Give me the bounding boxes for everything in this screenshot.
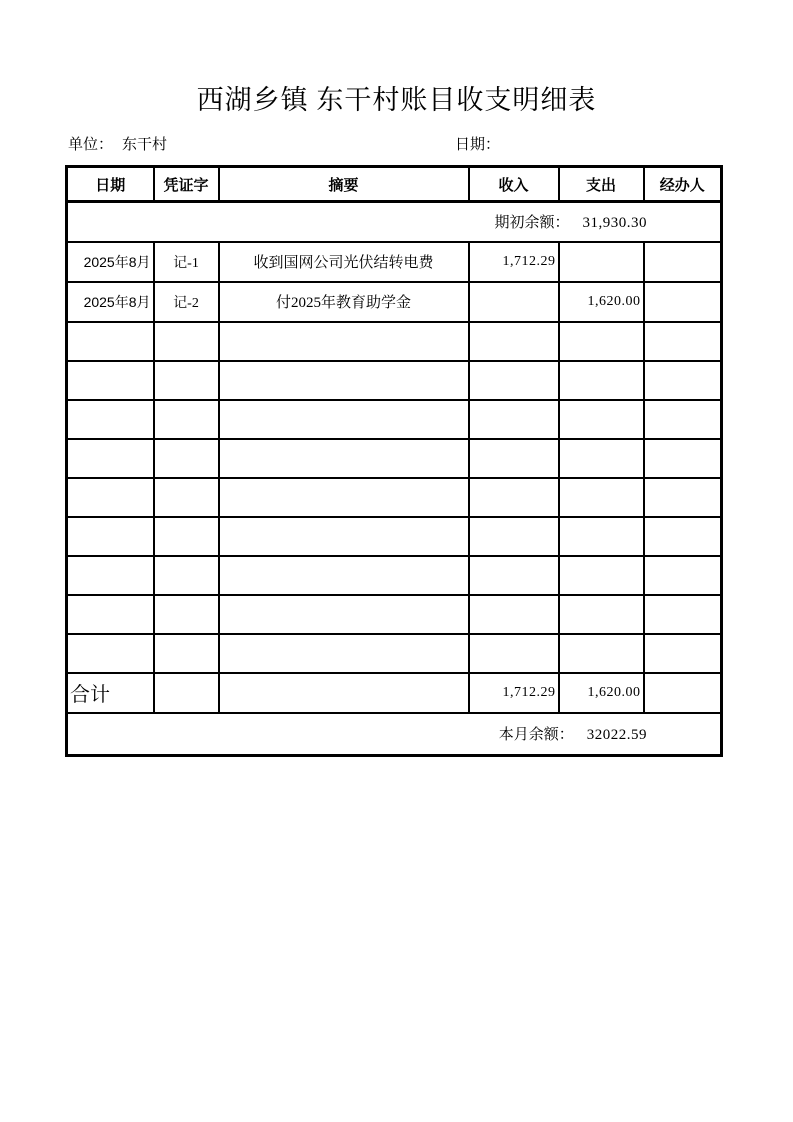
unit-label: 单位： <box>68 137 114 153</box>
opening-balance-cell <box>67 202 722 242</box>
unit-value: 东干村 <box>122 137 168 153</box>
cell-expense <box>559 361 644 400</box>
cell-handler <box>644 322 722 361</box>
cell-expense <box>559 556 644 595</box>
total-handler-cell <box>644 673 722 713</box>
header-handler: 经办人 <box>644 167 722 202</box>
cell-expense: 1,620.00 <box>559 282 644 322</box>
cell-summary <box>219 556 469 595</box>
cell-voucher <box>154 478 219 517</box>
cell-voucher <box>154 517 219 556</box>
cell-income <box>469 478 559 517</box>
cell-expense <box>559 517 644 556</box>
cell-summary <box>219 595 469 634</box>
header-row <box>67 167 722 202</box>
cell-income <box>469 595 559 634</box>
cell-voucher <box>154 361 219 400</box>
cell-voucher <box>154 634 219 673</box>
cell-expense <box>559 242 644 282</box>
cell-voucher: 记-2 <box>154 282 219 322</box>
cell-expense <box>559 439 644 478</box>
cell-summary <box>219 478 469 517</box>
cell-expense <box>559 634 644 673</box>
cell-income <box>469 282 559 322</box>
header-date: 日期 <box>67 167 154 202</box>
cell-voucher: 记-1 <box>154 242 219 282</box>
total-row <box>67 673 722 713</box>
closing-balance-value: 32022.59 <box>586 727 647 744</box>
cell-voucher <box>154 439 219 478</box>
cell-summary <box>219 361 469 400</box>
cell-date <box>67 517 154 556</box>
cell-date <box>67 595 154 634</box>
closing-balance-label: 本月余额： <box>498 727 574 744</box>
total-label: 合计 <box>67 673 154 713</box>
page-title: 西湖乡镇 东干村账目收支明细表 <box>196 85 597 115</box>
cell-voucher <box>154 400 219 439</box>
total-expense: 1,620.00 <box>559 673 644 713</box>
table-row <box>67 556 722 595</box>
cell-income <box>469 556 559 595</box>
cell-summary <box>219 517 469 556</box>
cell-expense <box>559 400 644 439</box>
opening-balance-row <box>67 202 722 242</box>
cell-income <box>469 400 559 439</box>
opening-balance-label: 期初余额： <box>494 215 570 232</box>
table-row <box>67 517 722 556</box>
total-summary-cell <box>219 673 469 713</box>
date-label: 日期： <box>455 137 501 153</box>
cell-expense <box>559 322 644 361</box>
table-row <box>67 322 722 361</box>
meta-row <box>65 133 720 155</box>
cell-summary <box>219 439 469 478</box>
cell-summary: 收到国网公司光伏结转电费 <box>219 242 469 282</box>
cell-handler <box>644 439 722 478</box>
table-row <box>67 439 722 478</box>
cell-expense <box>559 478 644 517</box>
cell-date <box>67 322 154 361</box>
cell-date <box>67 361 154 400</box>
header-income: 收入 <box>469 167 559 202</box>
cell-income <box>469 439 559 478</box>
cell-voucher <box>154 595 219 634</box>
cell-date <box>67 439 154 478</box>
cell-expense <box>559 595 644 634</box>
header-expense: 支出 <box>559 167 644 202</box>
cell-summary <box>219 400 469 439</box>
ledger-table <box>65 165 723 757</box>
table-row <box>67 634 722 673</box>
cell-income <box>469 322 559 361</box>
cell-income <box>469 634 559 673</box>
table-row <box>67 361 722 400</box>
table-row <box>67 595 722 634</box>
cell-voucher <box>154 556 219 595</box>
cell-date: 2025年8月 <box>67 282 154 322</box>
header-voucher: 凭证字 <box>154 167 219 202</box>
cell-voucher <box>154 322 219 361</box>
cell-date <box>67 634 154 673</box>
table-row <box>67 242 722 282</box>
opening-balance-value: 31,930.30 <box>582 215 647 232</box>
cell-income: 1,712.29 <box>469 242 559 282</box>
cell-handler <box>644 517 722 556</box>
table-row <box>67 400 722 439</box>
cell-date <box>67 400 154 439</box>
table-row <box>67 282 722 322</box>
cell-summary <box>219 634 469 673</box>
cell-summary <box>219 322 469 361</box>
cell-income <box>469 517 559 556</box>
table-row <box>67 478 722 517</box>
cell-handler <box>644 242 722 282</box>
cell-summary: 付2025年教育助学金 <box>219 282 469 322</box>
cell-income <box>469 361 559 400</box>
cell-handler <box>644 478 722 517</box>
total-income: 1,712.29 <box>469 673 559 713</box>
cell-date <box>67 556 154 595</box>
closing-balance-cell <box>67 713 722 756</box>
cell-date <box>67 478 154 517</box>
cell-handler <box>644 400 722 439</box>
closing-balance-row <box>67 713 722 756</box>
header-summary: 摘要 <box>219 167 469 202</box>
cell-handler <box>644 634 722 673</box>
cell-handler <box>644 361 722 400</box>
cell-handler <box>644 282 722 322</box>
total-voucher-cell <box>154 673 219 713</box>
cell-handler <box>644 595 722 634</box>
cell-date: 2025年8月 <box>67 242 154 282</box>
cell-handler <box>644 556 722 595</box>
